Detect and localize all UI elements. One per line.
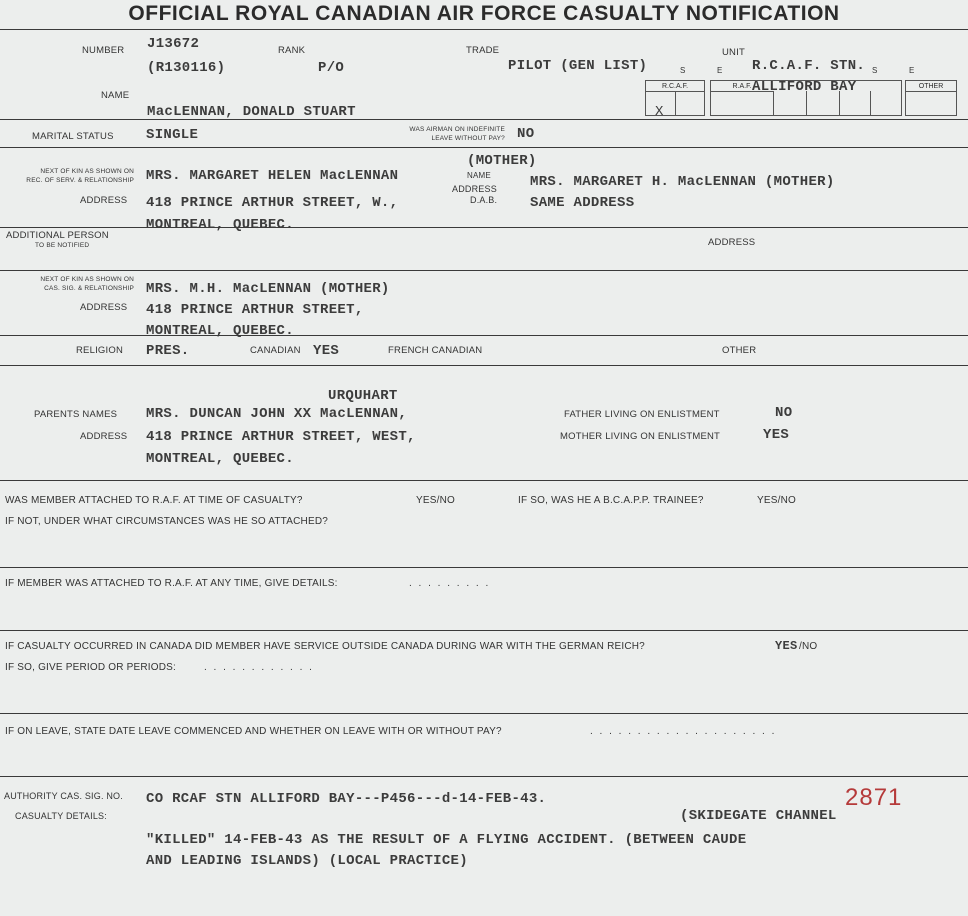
- additional-address-label: ADDRESS: [708, 237, 756, 248]
- unit-s1: S: [680, 66, 686, 75]
- details-line-2: "KILLED" 14-FEB-43 AS THE RESULT OF A FLYING ACCIDENT. (BETWEEN CAUDE: [146, 832, 747, 848]
- q-circumstances: IF NOT, UNDER WHAT CIRCUMSTANCES WAS HE SO ATTACHED?: [5, 516, 329, 527]
- trade-value: PILOT (GEN LIST): [508, 58, 648, 74]
- rcaf-box-caption: R.C.A.F.: [646, 82, 704, 92]
- unit-value-2: ALLIFORD BAY: [752, 79, 857, 95]
- other-label: OTHER: [722, 345, 757, 356]
- father-living-value: NO: [775, 405, 793, 421]
- trade-label: TRADE: [466, 45, 500, 56]
- nok-serv-label-2: REC. OF SERV. & RELATIONSHIP: [26, 177, 134, 184]
- rank-label: RANK: [278, 45, 306, 56]
- divider: [0, 147, 968, 148]
- details-line-3: AND LEADING ISLANDS) (LOCAL PRACTICE): [146, 853, 468, 869]
- marital-status-label: MARITAL STATUS: [32, 131, 114, 142]
- authority-label: AUTHORITY CAS. SIG. NO.: [4, 791, 123, 801]
- q-bcapp-options: YES/NO: [757, 495, 796, 506]
- q-attached-raf: WAS MEMBER ATTACHED TO R.A.F. AT TIME OF CASUALTY?: [5, 495, 303, 506]
- dab-address-label: ADDRESS: [452, 184, 497, 194]
- dab-name-value: MRS. MARGARET H. MacLENNAN (MOTHER): [530, 174, 835, 190]
- parents-names-label: PARENTS NAMES: [34, 409, 118, 420]
- father-living-label: FATHER LIVING ON ENLISTMENT: [564, 409, 720, 420]
- unit-value: R.C.A.F. STN.: [752, 58, 866, 74]
- nok-cas-label-1: NEXT OF KIN AS SHOWN ON: [40, 276, 134, 283]
- parents-address-label: ADDRESS: [80, 431, 128, 442]
- q-periods: IF SO, GIVE PERIOD OR PERIODS:: [5, 662, 177, 673]
- q-attached-raf-answer: YES/NO: [416, 495, 455, 506]
- mother-living-label: MOTHER LIVING ON ENLISTMENT: [560, 431, 721, 442]
- mother-living-value: YES: [763, 427, 790, 443]
- unit-e1: E: [717, 66, 723, 75]
- indefinite-leave-label-1: WAS AIRMAN ON INDEFINITE: [409, 126, 505, 133]
- q-outside-canada: IF CASUALTY OCCURRED IN CANADA DID MEMBER HAVE SERVICE OUTSIDE CANADA DURING WAR WITH THE GERMAN REICH?: [5, 641, 645, 652]
- q-bcapp: IF SO, WAS HE A B.C.A.P.P. TRAINEE?: [518, 495, 704, 506]
- q-outside-canada-yes: YES: [775, 639, 798, 653]
- box-divider: [870, 91, 871, 115]
- divider: [0, 227, 968, 228]
- divider: [0, 29, 968, 30]
- unit-box-rcaf: [645, 80, 705, 116]
- nok-serv-address-label: ADDRESS: [80, 195, 128, 206]
- nok-cas-label-2: CAS. SIG. & RELATIONSHIP: [44, 285, 134, 292]
- details-line-1: (SKIDEGATE CHANNEL: [680, 808, 837, 824]
- q-leave-dots: . . . . . . . . . . . . . . . . . . . .: [590, 726, 777, 737]
- nok-serv-address-1: 418 PRINCE ARTHUR STREET, W.,: [146, 195, 399, 211]
- name-label: NAME: [101, 90, 130, 101]
- rcaf-mark: X: [655, 104, 664, 120]
- nok-serv-label-1: NEXT OF KIN AS SHOWN ON: [40, 168, 134, 175]
- box-divider: [675, 91, 676, 115]
- nok-cas-address-2: MONTREAL, QUEBEC.: [146, 323, 294, 339]
- q-attached-any-dots: . . . . . . . . .: [409, 578, 491, 589]
- q-periods-dots: . . . . . . . . . . . .: [204, 662, 314, 673]
- divider: [0, 480, 968, 481]
- number-label: NUMBER: [82, 45, 125, 56]
- indefinite-leave-value: NO: [517, 126, 535, 142]
- q-outside-canada-no: /NO: [799, 641, 818, 652]
- other-box-caption: OTHER: [906, 82, 956, 92]
- unit-e2: E: [909, 66, 915, 75]
- service-number: J13672: [147, 36, 200, 52]
- casualty-details-label: CASUALTY DETAILS:: [15, 811, 107, 821]
- unit-label: UNIT: [722, 47, 745, 58]
- form-title: OFFICIAL ROYAL CANADIAN AIR FORCE CASUALTY NOTIFICATION: [128, 2, 840, 25]
- parents-address-2: MONTREAL, QUEBEC.: [146, 451, 294, 467]
- canadian-value: YES: [313, 343, 340, 359]
- divider: [0, 119, 968, 120]
- divider: [0, 776, 968, 777]
- divider: [0, 713, 968, 714]
- q-leave: IF ON LEAVE, STATE DATE LEAVE COMMENCED AND WHETHER ON LEAVE WITH OR WITHOUT PAY?: [5, 726, 502, 737]
- dab-name-label: NAME: [467, 171, 491, 180]
- canadian-label: CANADIAN: [250, 345, 301, 356]
- parents-address-1: 418 PRINCE ARTHUR STREET, WEST,: [146, 429, 416, 445]
- service-number-alt: (R130116): [147, 60, 226, 76]
- indefinite-leave-label-2: LEAVE WITHOUT PAY?: [431, 135, 505, 142]
- raf-box-caption: R.A.F.: [711, 82, 773, 92]
- rank-value: P/O: [318, 60, 345, 76]
- unit-box-other: [905, 80, 957, 116]
- authority-value: CO RCAF STN ALLIFORD BAY---P456---d-14-FEB-43.: [146, 791, 547, 807]
- divider: [0, 630, 968, 631]
- divider: [0, 270, 968, 271]
- record-number-stamp: 2871: [845, 784, 903, 811]
- nok-cas-address-label: ADDRESS: [80, 302, 128, 313]
- additional-person-label-2: TO BE NOTIFIED: [35, 242, 90, 249]
- religion-label: RELIGION: [76, 345, 123, 356]
- parents-insert: URQUHART: [328, 388, 398, 404]
- marital-status-value: SINGLE: [146, 127, 199, 143]
- nok-serv-name: MRS. MARGARET HELEN MacLENNAN: [146, 168, 399, 184]
- divider: [0, 335, 968, 336]
- religion-value: PRES.: [146, 343, 190, 359]
- nok-cas-name: MRS. M.H. MacLENNAN (MOTHER): [146, 281, 390, 297]
- additional-person-label-1: ADDITIONAL PERSON: [6, 230, 109, 241]
- divider: [0, 365, 968, 366]
- nok-serv-relationship: (MOTHER): [467, 153, 537, 169]
- unit-s2: S: [872, 66, 878, 75]
- q-attached-any: IF MEMBER WAS ATTACHED TO R.A.F. AT ANY TIME, GIVE DETAILS:: [5, 578, 338, 589]
- dab-address-value: SAME ADDRESS: [530, 195, 635, 211]
- member-name: MacLENNAN, DONALD STUART: [147, 104, 356, 120]
- divider: [0, 567, 968, 568]
- nok-serv-address-2: MONTREAL, QUEBEC.: [146, 217, 294, 233]
- dab-label: D.A.B.: [470, 195, 498, 205]
- nok-cas-address-1: 418 PRINCE ARTHUR STREET,: [146, 302, 364, 318]
- parents-names-value: MRS. DUNCAN JOHN XX MacLENNAN,: [146, 406, 408, 422]
- french-canadian-label: FRENCH CANADIAN: [388, 345, 483, 356]
